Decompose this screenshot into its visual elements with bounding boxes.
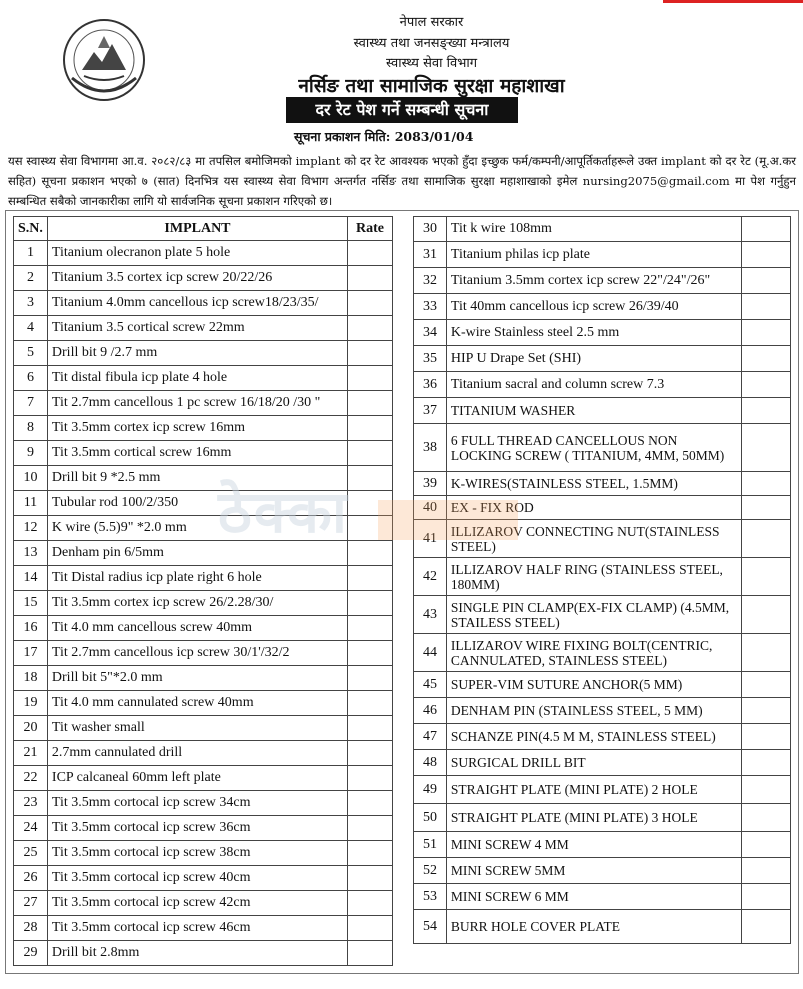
row-rate-cell[interactable]: [348, 416, 393, 441]
header-line-division: नर्सिङ तथा सामाजिक सुरक्षा महाशाखा: [298, 75, 565, 97]
row-rate-cell[interactable]: [742, 634, 791, 672]
row-implant-name: ICP calcaneal 60mm left plate: [47, 766, 347, 791]
table-row: [14, 666, 393, 691]
table-row: [414, 832, 791, 858]
table-row: [414, 346, 791, 372]
row-sn: 18: [14, 666, 48, 691]
table-row: [414, 320, 791, 346]
row-rate-cell[interactable]: [348, 841, 393, 866]
row-implant-name: Titanium sacral and column screw 7.3: [446, 372, 741, 398]
row-sn: 1: [14, 241, 48, 266]
row-rate-cell[interactable]: [348, 241, 393, 266]
row-sn: 28: [14, 916, 48, 941]
row-implant-name: Titanium 4.0mm cancellous icp screw18/23/35/: [47, 291, 347, 316]
row-implant-name: Tit Distal radius icp plate right 6 hole: [47, 566, 347, 591]
table-row: [414, 217, 791, 242]
row-sn: 35: [414, 346, 447, 372]
row-rate-cell[interactable]: [348, 641, 393, 666]
row-implant-name: Drill bit 5"*2.0 mm: [47, 666, 347, 691]
notice-title-banner: दर रेट पेश गर्ने सम्बन्धी सूचना: [286, 97, 518, 123]
header-line-ministry: स्वास्थ्य तथा जनसङ्ख्या मन्त्रालय: [353, 36, 510, 51]
row-sn: 32: [414, 268, 447, 294]
row-implant-name: DENHAM PIN (STAINLESS STEEL, 5 MM): [446, 698, 741, 724]
row-sn: 45: [414, 672, 447, 698]
row-implant-name: ILLIZAROV HALF RING (STAINLESS STEEL, 180MM): [446, 558, 741, 596]
row-sn: 17: [14, 641, 48, 666]
row-sn: 40: [414, 496, 447, 520]
row-rate-cell[interactable]: [742, 776, 791, 804]
row-rate-cell[interactable]: [742, 520, 791, 558]
row-sn: 11: [14, 491, 48, 516]
table-row: [14, 341, 393, 366]
row-implant-name: Tit washer small: [47, 716, 347, 741]
row-implant-name: MINI SCREW 4 MM: [446, 832, 741, 858]
row-rate-cell[interactable]: [742, 724, 791, 750]
row-rate-cell[interactable]: [348, 666, 393, 691]
table-row: [414, 724, 791, 750]
row-rate-cell[interactable]: [742, 750, 791, 776]
row-sn: 29: [14, 941, 48, 966]
row-implant-name: Titanium philas icp plate: [446, 242, 741, 268]
row-rate-cell[interactable]: [742, 596, 791, 634]
implant-table-left: [13, 216, 393, 966]
row-implant-name: EX - FIX ROD: [446, 496, 741, 520]
row-implant-name: K-WIRES(STAINLESS STEEL, 1.5MM): [446, 472, 741, 496]
row-implant-name: Tit 3.5mm cortocal icp screw 42cm: [47, 891, 347, 916]
row-sn: 3: [14, 291, 48, 316]
table-row: [14, 766, 393, 791]
row-implant-name: MINI SCREW 5MM: [446, 858, 741, 884]
row-rate-cell[interactable]: [348, 591, 393, 616]
table-row: [14, 891, 393, 916]
row-rate-cell[interactable]: [742, 496, 791, 520]
row-sn: 52: [414, 858, 447, 884]
header-line-department: स्वास्थ्य सेवा विभाग: [385, 56, 478, 71]
row-sn: 31: [414, 242, 447, 268]
table-row: [414, 242, 791, 268]
row-sn: 47: [414, 724, 447, 750]
table-row: [414, 558, 791, 596]
table-row: [414, 910, 791, 944]
row-rate-cell[interactable]: [742, 372, 791, 398]
header-sn: S.N.: [14, 217, 48, 241]
row-sn: 42: [414, 558, 447, 596]
top-accent-bar: [663, 0, 803, 3]
table-row: [414, 294, 791, 320]
row-sn: 41: [414, 520, 447, 558]
row-rate-cell[interactable]: [348, 741, 393, 766]
row-rate-cell[interactable]: [348, 391, 393, 416]
row-implant-name: Titanium 3.5 cortical screw 22mm: [47, 316, 347, 341]
table-row: [14, 791, 393, 816]
table-row: [14, 866, 393, 891]
row-implant-name: SINGLE PIN CLAMP(EX-FIX CLAMP) (4.5MM, STAILESS STEEL): [446, 596, 741, 634]
row-implant-name: SUPER-VIM SUTURE ANCHOR(5 MM): [446, 672, 741, 698]
row-implant-name: TITANIUM WASHER: [446, 398, 741, 424]
row-rate-cell[interactable]: [348, 716, 393, 741]
watermark-text: ठेक्का: [218, 478, 349, 546]
table-row: [14, 566, 393, 591]
row-implant-name: Tit 3.5mm cortocal icp screw 46cm: [47, 916, 347, 941]
row-implant-name: K-wire Stainless steel 2.5 mm: [446, 320, 741, 346]
row-sn: 15: [14, 591, 48, 616]
row-implant-name: 6 FULL THREAD CANCELLOUS NON LOCKING SCREW ( TITANIUM, 4MM, 50MM): [446, 424, 741, 472]
table-row: [14, 941, 393, 966]
row-sn: 37: [414, 398, 447, 424]
table-row: [14, 416, 393, 441]
row-sn: 50: [414, 804, 447, 832]
row-sn: 19: [14, 691, 48, 716]
header-line-government: नेपाल सरकार: [399, 15, 464, 30]
row-implant-name: Tit 3.5mm cortocal icp screw 34cm: [47, 791, 347, 816]
row-implant-name: Tit k wire 108mm: [446, 217, 741, 242]
row-sn: 12: [14, 516, 48, 541]
table-row: [14, 641, 393, 666]
row-sn: 43: [414, 596, 447, 634]
table-row: [14, 391, 393, 416]
row-implant-name: K wire (5.5)9" *2.0 mm: [47, 516, 347, 541]
row-implant-name: Drill bit 9 *2.5 mm: [47, 466, 347, 491]
row-sn: 4: [14, 316, 48, 341]
row-rate-cell[interactable]: [742, 424, 791, 472]
row-implant-name: Tit 3.5mm cortocal icp screw 38cm: [47, 841, 347, 866]
row-implant-name: Tit 3.5mm cortocal icp screw 36cm: [47, 816, 347, 841]
table-row: [14, 266, 393, 291]
row-implant-name: Tit 3.5mm cortical screw 16mm: [47, 441, 347, 466]
row-rate-cell[interactable]: [348, 566, 393, 591]
row-sn: 53: [414, 884, 447, 910]
table-row: [414, 372, 791, 398]
row-implant-name: SCHANZE PIN(4.5 M M, STAINLESS STEEL): [446, 724, 741, 750]
table-row: [414, 884, 791, 910]
row-rate-cell[interactable]: [348, 316, 393, 341]
row-rate-cell[interactable]: [742, 698, 791, 724]
row-implant-name: Titanium 3.5mm cortex icp screw 22"/24"/26": [446, 268, 741, 294]
row-rate-cell[interactable]: [348, 866, 393, 891]
publication-date: सूचना प्रकाशन मिति: 2083/01/04: [294, 129, 474, 144]
row-rate-cell[interactable]: [348, 341, 393, 366]
row-implant-name: Tit 2.7mm cancellous 1 pc screw 16/18/20 /30 ": [47, 391, 347, 416]
row-rate-cell[interactable]: [348, 791, 393, 816]
row-rate-cell[interactable]: [348, 691, 393, 716]
row-sn: 8: [14, 416, 48, 441]
row-rate-cell[interactable]: [348, 291, 393, 316]
table-row: [414, 634, 791, 672]
row-implant-name: Tit distal fibula icp plate 4 hole: [47, 366, 347, 391]
row-sn: 13: [14, 541, 48, 566]
table-row: [414, 776, 791, 804]
row-implant-name: ILLIZAROV WIRE FIXING BOLT(CENTRIC, CANNULATED, STAINLESS STEEL): [446, 634, 741, 672]
row-rate-cell[interactable]: [742, 217, 791, 242]
table-row: [414, 858, 791, 884]
row-implant-name: Tubular rod 100/2/350: [47, 491, 347, 516]
row-sn: 38: [414, 424, 447, 472]
row-sn: 20: [14, 716, 48, 741]
table-row: [414, 750, 791, 776]
row-sn: 48: [414, 750, 447, 776]
row-sn: 5: [14, 341, 48, 366]
table-row: [14, 616, 393, 641]
row-sn: 44: [414, 634, 447, 672]
row-sn: 27: [14, 891, 48, 916]
table-row: [14, 291, 393, 316]
notice-paragraph: यस स्वास्थ्य सेवा विभागमा आ.व. २०८२/८३ मा तपसिल बमोजिमको implant को दर रेट आवश्यक भएको हुँदा इच्छुक फर्म/कम्पनी/आपूर्तिकर्ताहरूले उक्त implant को दर रेट (मू.अ.कर सहित) सूचना प्रकाशन भएको ७ (सात) दिनभित्र यस स्वास्थ्य सेवा विभाग अन्तर्गत नर्सिङ तथा सामाजिक सुरक्षा महाशाखाको इमेल nursing2075@gmail.com मा पेश गर्नुहुन सम्बन्धित सबैको जानकारीका लागि यो सार्वजनिक सूचना प्रकाशन गरिएको छ।: [8, 154, 796, 208]
row-implant-name: Titanium olecranon plate 5 hole: [47, 241, 347, 266]
row-sn: 34: [414, 320, 447, 346]
row-sn: 46: [414, 698, 447, 724]
header-rate: Rate: [348, 217, 393, 241]
row-rate-cell[interactable]: [348, 891, 393, 916]
table-row: [14, 816, 393, 841]
row-implant-name: Drill bit 2.8mm: [47, 941, 347, 966]
row-sn: 6: [14, 366, 48, 391]
table-row: [14, 366, 393, 391]
row-rate-cell[interactable]: [348, 541, 393, 566]
row-implant-name: Tit 4.0 mm cancellous screw 40mm: [47, 616, 347, 641]
row-sn: 33: [414, 294, 447, 320]
row-rate-cell[interactable]: [742, 472, 791, 496]
row-implant-name: ILLIZAROV CONNECTING NUT(STAINLESS STEEL): [446, 520, 741, 558]
row-rate-cell[interactable]: [348, 766, 393, 791]
row-rate-cell[interactable]: [348, 916, 393, 941]
table-row: [414, 804, 791, 832]
implant-table-right: [413, 216, 791, 944]
row-implant-name: Titanium 3.5 cortex icp screw 20/22/26: [47, 266, 347, 291]
row-implant-name: 2.7mm cannulated drill: [47, 741, 347, 766]
row-implant-name: Tit 3.5mm cortex icp screw 26/2.28/30/: [47, 591, 347, 616]
row-implant-name: Denham pin 6/5mm: [47, 541, 347, 566]
row-rate-cell[interactable]: [742, 346, 791, 372]
row-sn: 14: [14, 566, 48, 591]
table-row: [14, 741, 393, 766]
row-sn: 49: [414, 776, 447, 804]
table-row: [414, 672, 791, 698]
row-rate-cell[interactable]: [742, 320, 791, 346]
header-implant: IMPLANT: [47, 217, 347, 241]
row-rate-cell[interactable]: [742, 294, 791, 320]
row-rate-cell[interactable]: [742, 558, 791, 596]
row-implant-name: STRAIGHT PLATE (MINI PLATE) 3 HOLE: [446, 804, 741, 832]
row-sn: 7: [14, 391, 48, 416]
row-rate-cell[interactable]: [348, 941, 393, 966]
row-sn: 51: [414, 832, 447, 858]
row-implant-name: SURGICAL DRILL BIT: [446, 750, 741, 776]
row-implant-name: BURR HOLE COVER PLATE: [446, 910, 741, 944]
row-implant-name: STRAIGHT PLATE (MINI PLATE) 2 HOLE: [446, 776, 741, 804]
table-row: [414, 268, 791, 294]
row-rate-cell[interactable]: [742, 268, 791, 294]
row-rate-cell[interactable]: [348, 466, 393, 491]
row-sn: 54: [414, 910, 447, 944]
row-sn: 30: [414, 217, 447, 242]
row-sn: 25: [14, 841, 48, 866]
row-rate-cell[interactable]: [742, 398, 791, 424]
row-rate-cell[interactable]: [742, 858, 791, 884]
row-sn: 21: [14, 741, 48, 766]
row-implant-name: HIP U Drape Set (SHI): [446, 346, 741, 372]
row-rate-cell[interactable]: [742, 672, 791, 698]
watermark-accent: [378, 500, 518, 540]
row-implant-name: Tit 3.5mm cortex icp screw 16mm: [47, 416, 347, 441]
row-rate-cell[interactable]: [742, 804, 791, 832]
row-implant-name: Tit 3.5mm cortocal icp screw 40cm: [47, 866, 347, 891]
row-sn: 23: [14, 791, 48, 816]
table-row: [14, 916, 393, 941]
table-row: [14, 316, 393, 341]
row-sn: 9: [14, 441, 48, 466]
table-row: [414, 398, 791, 424]
row-rate-cell[interactable]: [348, 366, 393, 391]
row-sn: 10: [14, 466, 48, 491]
row-sn: 36: [414, 372, 447, 398]
table-row: [14, 441, 393, 466]
row-rate-cell[interactable]: [742, 242, 791, 268]
table-row: [14, 716, 393, 741]
row-implant-name: MINI SCREW 6 MM: [446, 884, 741, 910]
row-sn: 26: [14, 866, 48, 891]
row-rate-cell[interactable]: [742, 832, 791, 858]
row-rate-cell[interactable]: [742, 910, 791, 944]
table-row: [14, 691, 393, 716]
row-sn: 16: [14, 616, 48, 641]
row-sn: 39: [414, 472, 447, 496]
row-sn: 2: [14, 266, 48, 291]
table-row: [414, 472, 791, 496]
table-row: [414, 596, 791, 634]
table-row: [414, 698, 791, 724]
row-rate-cell[interactable]: [742, 884, 791, 910]
row-implant-name: Tit 40mm cancellous icp screw 26/39/40: [446, 294, 741, 320]
table-row: [14, 241, 393, 266]
row-rate-cell[interactable]: [348, 266, 393, 291]
row-implant-name: Drill bit 9 /2.7 mm: [47, 341, 347, 366]
row-rate-cell[interactable]: [348, 441, 393, 466]
table-row: [414, 424, 791, 472]
row-rate-cell[interactable]: [348, 816, 393, 841]
row-sn: 24: [14, 816, 48, 841]
row-implant-name: Tit 4.0 mm cannulated screw 40mm: [47, 691, 347, 716]
row-sn: 22: [14, 766, 48, 791]
row-rate-cell[interactable]: [348, 616, 393, 641]
table-row: [14, 841, 393, 866]
table-row: [14, 591, 393, 616]
row-implant-name: Tit 2.7mm cancellous icp screw 30/1'/32/2: [47, 641, 347, 666]
